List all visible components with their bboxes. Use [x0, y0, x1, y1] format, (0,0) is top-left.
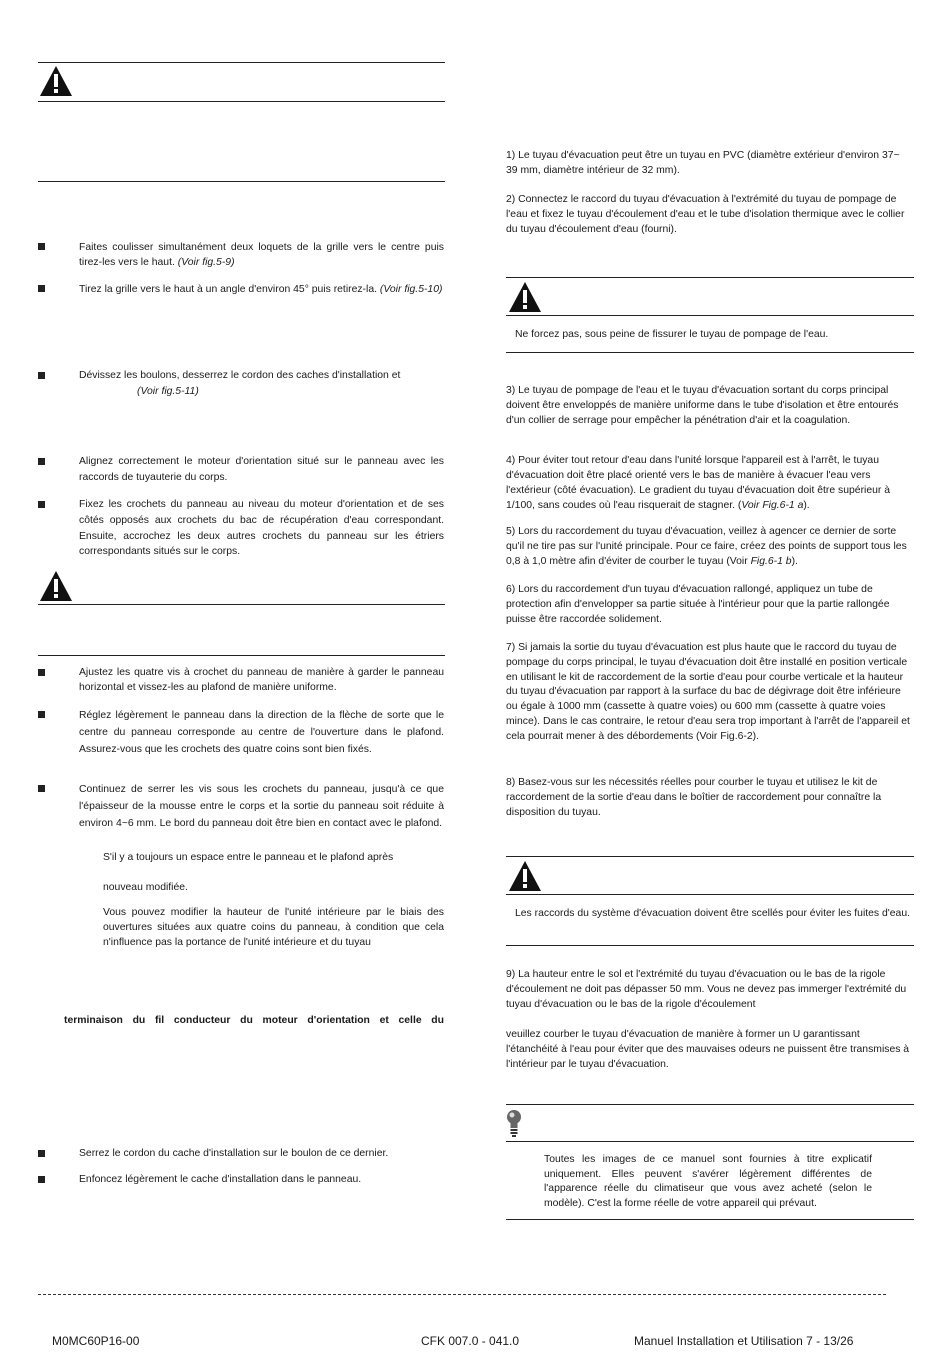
paragraph: 8) Basez-vous sur les nécessités réelles pour courber le tuyau et utilisez le kit de raccordement de la sortie d'eau dans le boîtier de raccordement pour connaître la disposition du tuyau. [506, 777, 882, 818]
paragraph: 9) La hauteur entre le sol et l'extrémité du tuyau d'évacuation ou le bas de la rigole d'écoulement ne doit pas dépasser 50 mm. Vous ne devez pas immerger l'extrémité du tuyau d'évacuation ou le bas de la rigole d'écoulement [506, 969, 907, 1010]
bullet-marker [38, 372, 45, 379]
paragraph: 1) Le tuyau d'évacuation peut être un tuyau en PVC (diamètre extérieur d'environ 37~ 39 mm, diamètre intérieur de 32 mm). [506, 150, 900, 176]
note-text: nouveau modifiée. [103, 882, 188, 893]
note-text: Vous pouvez modifier la hauteur de l'unité intérieure par le biais des ouvertures situées aux quatre coins du panneau, à condition que cela n'influence pas la portance de l'unité intérieure et du tuyau [103, 907, 444, 948]
bullet-marker [38, 1176, 45, 1183]
model-range: CFK 007.0 - 041.0 [421, 1334, 520, 1348]
bullet-marker [38, 285, 45, 292]
list-item: Enfoncez légèrement le cache d'installation dans le panneau. [79, 1174, 362, 1185]
bullet-marker [38, 669, 45, 676]
paragraph: 3) Le tuyau de pompage de l'eau et le tuyau d'évacuation sortant du corps principal doivent être enveloppés de manière uniforme dans le tube d'isolation et être entourés d'un collier de serrage pour empêcher la pénétration d'air et la coagulation. [506, 385, 899, 426]
list-item: Ajustez les quatre vis à crochet du panneau de manière à garder le panneau horizontal et vissez-les au plafond de manière uniforme. [79, 667, 444, 693]
lightbulb-icon [506, 1108, 522, 1138]
figure-ref: (Voir fig.5-11) [137, 386, 199, 397]
list-item: Réglez légèrement le panneau dans la direction de la flèche de sorte que le centre du panneau corresponde au centre de l'ouverture dans le plafond. Assurez-vous que les crochets des quatre coins sont bien fixés. [79, 710, 444, 755]
bullet-marker [38, 243, 45, 250]
bold-text: terminaison du fil conducteur du moteur d'orientation et celle du [64, 1015, 444, 1026]
list-item: Tirez la grille vers le haut à un angle d'environ 45° puis retirez-la. (Voir fig.5-10) [79, 284, 443, 295]
warning-icon [508, 281, 542, 313]
bullet-marker [38, 711, 45, 718]
list-item: Faites coulisser simultanément deux loquets de la grille vers le centre puis tirez-les vers le haut. (Voir fig.5-9) [79, 242, 444, 268]
list-item: Dévissez les boulons, desserrez le cordon des caches d'installation et [79, 370, 401, 381]
page-number: Manuel Installation et Utilisation 7 - 13/26 [634, 1334, 854, 1348]
list-item: Fixez les crochets du panneau au niveau du moteur d'orientation et de ses côtés opposés aux crochets du bac de récupération d'eau correspondant. Ensuite, accrochez les deux autres crochets du panneau sur les étriers correspondants situés sur le corps. [79, 499, 444, 558]
note-text: S'il y a toujours un espace entre le panneau et le plafond après [103, 852, 394, 863]
paragraph: 4) Pour éviter tout retour d'eau dans l'unité lorsque l'appareil est à l'arrêt, le tuyau d'évacuation doit être placé orienté vers le bas de manière à évacuer l'eau vers l'extérieur (côté évacuation). Le gradient du tuyau d'évacuation doit être supérieur à 1/100, sans coudes où l'eau risquerait de stagner. (Voir Fig.6-1 a). [506, 455, 891, 511]
paragraph: 6) Lors du raccordement d'un tuyau d'évacuation rallongé, appliquez un tube de protection afin d'envelopper sa partie située à l'intérieur pour que la partie rallongée puisse être raccordée solidement. [506, 584, 890, 625]
bullet-marker [38, 458, 45, 465]
paragraph: 7) Si jamais la sortie du tuyau d'évacuation est plus haute que le raccord du tuyau de pompage du corps principal, le tuyau d'évacuation doit être installé en position verticale en utilisant le kit de raccordement de la sortie d'eau pour courbe verticale et la hauteur du tuyau d'évacuation par rapport à la surface du bac de dégivrage doit être inférieure ou égale à 1000 mm (cassette à quatre voies) ou 600 mm (cassette à quatre voies mince). Dans le cas contraire, le retour d'eau sera trop important à l'arrêt de l'appareil et cela pourrait mener à des débordements (Voir Fig.6-2). [506, 642, 910, 742]
paragraph: 5) Lors du raccordement du tuyau d'évacuation, veillez à agencer ce dernier de sorte qu'il ne tire pas sur l'unité principale. Pour ce faire, créez des points de support tous les 0,8 à 1,0 mètre afin d'éviter de courber le tuyau (Voir Fig.6-1 b). [506, 526, 907, 567]
note-text: Toutes les images de ce manuel sont fournies à titre explicatif uniquement. Elles peuvent s'avérer légèrement différentes de l'apparence réelle du climatiseur que vous avez acheté (selon le modèle). C'est la forme réelle de votre appareil qui prévaut. [544, 1154, 872, 1209]
warning-icon [39, 65, 73, 97]
bullet-marker [38, 785, 45, 792]
list-item: Serrez le cordon du cache d'installation sur le boulon de ce dernier. [79, 1148, 389, 1159]
warning-icon [39, 570, 73, 602]
paragraph: veuillez courber le tuyau d'évacuation de manière à former un U garantissant l'étanchéité à l'eau pour éviter que des mauvaises odeurs ne puissent être transmises à l'intérieur par le tuyau d'évacuation. [506, 1029, 910, 1070]
caution-text: Les raccords du système d'évacuation doivent être scellés pour éviter les fuites d'eau. [515, 908, 910, 919]
caution-text: Ne forcez pas, sous peine de fissurer le tuyau de pompage de l'eau. [515, 329, 829, 340]
bullet-marker [38, 501, 45, 508]
list-item: Continuez de serrer les vis sous les crochets du panneau, jusqu'à ce que l'épaisseur de la mousse entre le corps et la sortie du panneau soit réduite à environ 4~6 mm. Le bord du panneau doit être bien en contact avec le plafond. [79, 784, 444, 829]
document-code: M0MC60P16-00 [52, 1334, 140, 1348]
paragraph: 2) Connectez le raccord du tuyau d'évacuation à l'extrémité du tuyau de pompage de l'eau et fixez le tuyau d'écoulement d'eau et le tube d'isolation thermique avec le collier du tuyau d'écoulement d'eau (fourni). [506, 194, 905, 235]
warning-icon [508, 860, 542, 892]
bullet-marker [38, 1150, 45, 1157]
list-item: Alignez correctement le moteur d'orientation situé sur le panneau avec les raccords de tuyauterie du corps. [79, 456, 444, 483]
footer-divider [38, 1294, 886, 1295]
